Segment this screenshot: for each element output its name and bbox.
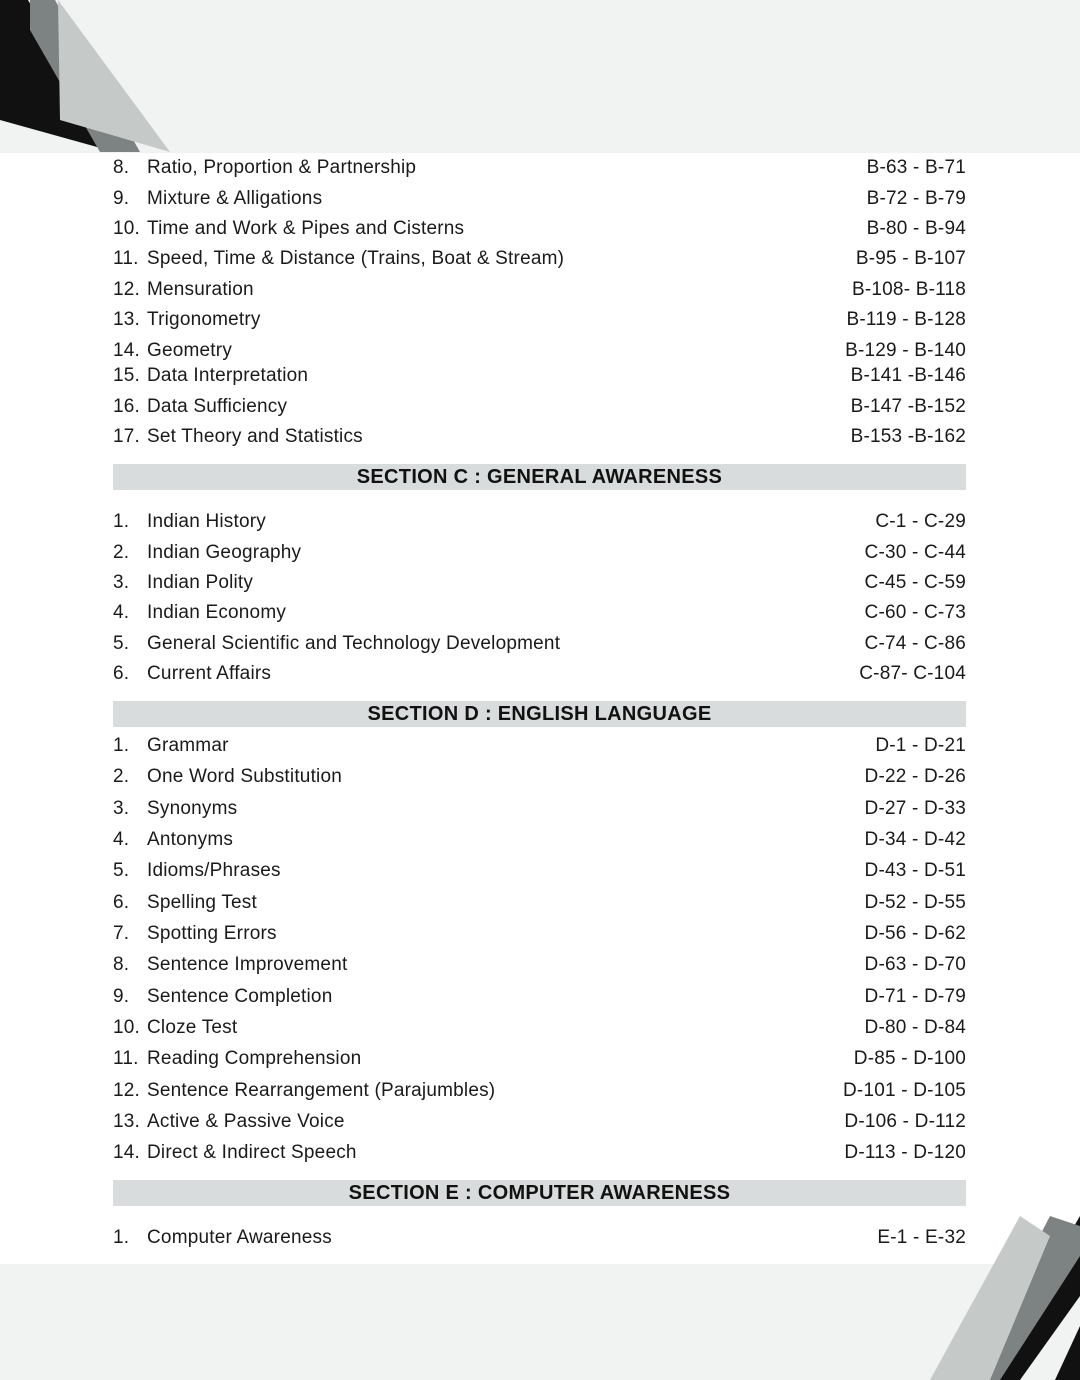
toc-entry: 12. Mensuration B-108- B-118 (113, 279, 966, 300)
toc-entry: 10. Cloze Test D-80 - D-84 (113, 1017, 966, 1038)
toc-entry: 7. Spotting Errors D-56 - D-62 (113, 923, 966, 944)
toc-entry: 9. Mixture & Alligations B-72 - B-79 (113, 188, 966, 209)
toc-entry: 6. Current Affairs C-87- C-104 (113, 663, 966, 684)
toc-entry: 3. Synonyms D-27 - D-33 (113, 798, 966, 819)
toc-entry: 2. Indian Geography C-30 - C-44 (113, 542, 966, 563)
toc-entry: 15. Data Interpretation B-141 -B-146 (113, 365, 966, 386)
toc-entry: 8. Sentence Improvement D-63 - D-70 (113, 954, 966, 975)
toc-entry: 14. Direct & Indirect Speech D-113 - D-120 (113, 1142, 966, 1163)
toc-entry: 1. Grammar D-1 - D-21 (113, 735, 966, 756)
toc-entry: 11. Speed, Time & Distance (Trains, Boat & Stream) B-95 - B-107 (113, 248, 966, 269)
toc-entry: 5. General Scientific and Technology Development C-74 - C-86 (113, 633, 966, 654)
toc-entry: 11. Reading Comprehension D-85 - D-100 (113, 1048, 966, 1069)
bottom-band (0, 1264, 1080, 1380)
toc-entry: 9. Sentence Completion D-71 - D-79 (113, 986, 966, 1007)
toc-entry: 3. Indian Polity C-45 - C-59 (113, 572, 966, 593)
toc-entry: 14. Geometry B-129 - B-140 (113, 340, 966, 361)
toc-entry: 4. Indian Economy C-60 - C-73 (113, 602, 966, 623)
toc-entry: 5. Idioms/Phrases D-43 - D-51 (113, 860, 966, 881)
toc-entry: 13. Trigonometry B-119 - B-128 (113, 309, 966, 330)
toc-entry: 6. Spelling Test D-52 - D-55 (113, 892, 966, 913)
toc-entry: 1. Computer Awareness E-1 - E-32 (113, 1227, 966, 1248)
toc-entry: 1. Indian History C-1 - C-29 (113, 511, 966, 532)
toc-entry: 8. Ratio, Proportion & Partnership B-63 - B-71 (113, 157, 966, 178)
section-e-heading: SECTION E : COMPUTER AWARENESS (113, 1180, 966, 1206)
toc-entry: 4. Antonyms D-34 - D-42 (113, 829, 966, 850)
section-c-heading: SECTION C : GENERAL AWARENESS (113, 464, 966, 490)
toc-entry: 12. Sentence Rearrangement (Parajumbles) D-101 - D-105 (113, 1080, 966, 1101)
toc-entry: 17. Set Theory and Statistics B-153 -B-162 (113, 426, 966, 447)
toc-entry: 2. One Word Substitution D-22 - D-26 (113, 766, 966, 787)
toc-entry: 10. Time and Work & Pipes and Cisterns B-80 - B-94 (113, 218, 966, 239)
toc-entry: 16. Data Sufficiency B-147 -B-152 (113, 396, 966, 417)
corner-decoration-top-left (0, 0, 180, 160)
toc-entry: 13. Active & Passive Voice D-106 - D-112 (113, 1111, 966, 1132)
section-d-heading: SECTION D : ENGLISH LANGUAGE (113, 701, 966, 727)
